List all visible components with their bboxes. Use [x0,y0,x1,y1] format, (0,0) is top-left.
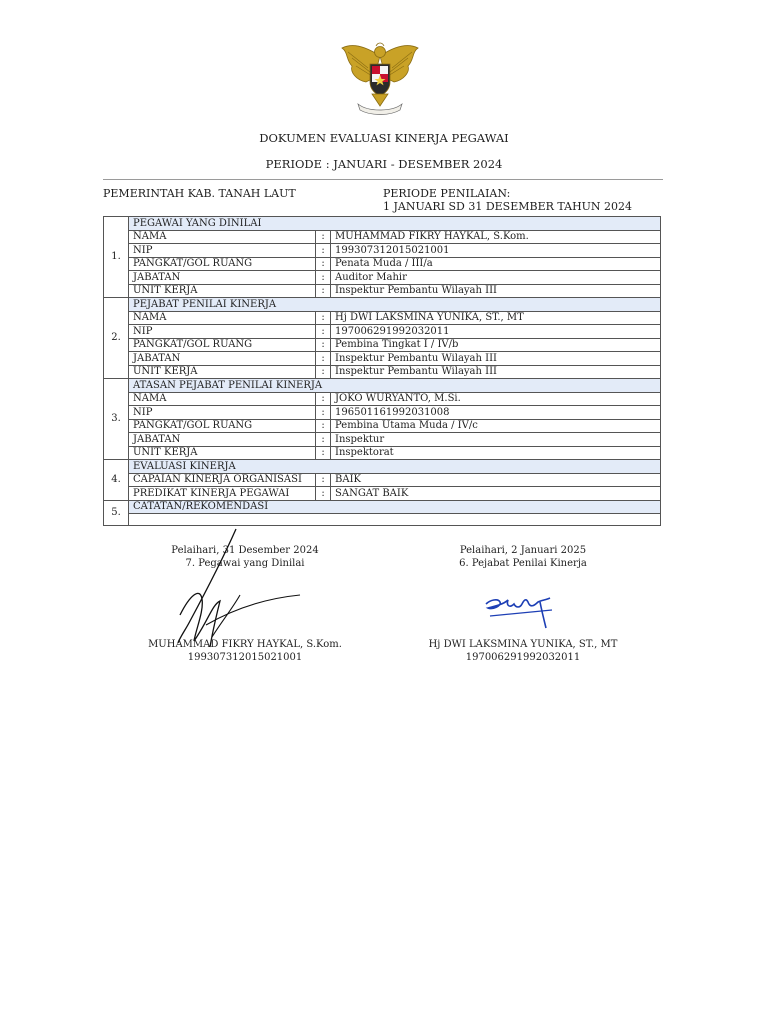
table-row [104,284,661,298]
field-separator: : [316,338,331,352]
table-row [104,406,661,420]
field-label: NAMA [129,392,316,406]
field-separator: : [316,446,331,460]
section-title: PEJABAT PENILAI KINERJA [129,298,661,312]
field-value: 199307312015021001 [331,244,661,258]
field-value: Inspektorat [331,446,661,460]
field-value: Penata Muda / III/a [331,257,661,271]
field-label: NAMA [129,311,316,325]
assessment-period-block [383,187,632,213]
left-signer-block [120,638,370,664]
left-place-date: Pelaihari, 31 Desember 2024 [171,545,319,556]
table-row [104,352,661,366]
field-label: JABATAN [129,352,316,366]
field-label: PANGKAT/GOL RUANG [129,257,316,271]
table-row [104,244,661,258]
field-value: 196501161992031008 [331,406,661,420]
field-label: CAPAIAN KINERJA ORGANISASI [129,473,316,487]
table-row [104,271,661,285]
field-label: PANGKAT/GOL RUANG [129,338,316,352]
field-label: NIP [129,244,316,258]
field-label: PANGKAT/GOL RUANG [129,419,316,433]
field-separator: : [316,352,331,366]
section-title: PEGAWAI YANG DINILAI [129,217,661,231]
table-row [104,325,661,339]
field-label: UNIT KERJA [129,446,316,460]
section-number: 5. [104,500,129,526]
section-header-row [104,500,661,514]
field-separator: : [316,325,331,339]
table-row [104,392,661,406]
field-separator: : [316,473,331,487]
field-value: JOKO WURYANTO, M.Si. [331,392,661,406]
section-header-row [104,217,661,231]
field-label: JABATAN [129,271,316,285]
section-header-row [104,298,661,312]
field-value: Hj DWI LAKSMINA YUNIKA, ST., MT [331,311,661,325]
document-title: DOKUMEN EVALUASI KINERJA PEGAWAI [259,131,509,145]
field-value: Inspektur Pembantu Wilayah III [331,284,661,298]
section-header-row [104,460,661,474]
section-title: ATASAN PEJABAT PENILAI KINERJA [129,379,661,393]
right-signature-header [418,544,628,570]
document-period: PERIODE : JANUARI - DESEMBER 2024 [265,157,503,171]
table-row [104,257,661,271]
table-row [104,446,661,460]
section-number: 1. [104,217,129,298]
field-label: JABATAN [129,433,316,447]
header-divider [103,179,663,180]
left-signer-name: MUHAMMAD FIKRY HAYKAL, S.Kom. [148,639,342,650]
right-handwritten-signature [480,588,560,632]
field-label: NIP [129,325,316,339]
right-signer-nip: 197006291992032011 [465,652,581,663]
table-row [104,311,661,325]
notes-row [104,514,661,526]
field-label: NAMA [129,230,316,244]
field-separator: : [316,284,331,298]
table-row [104,365,661,379]
field-separator: : [316,311,331,325]
field-value: Inspektur [331,433,661,447]
field-separator: : [316,244,331,258]
section-number: 3. [104,379,129,460]
left-signer-role: 7. Pegawai yang Dinilai [185,558,305,569]
field-label: PREDIKAT KINERJA PEGAWAI [129,487,316,501]
section-number: 4. [104,460,129,501]
table-row [104,433,661,447]
field-value: BAIK [331,473,661,487]
table-row [104,338,661,352]
table-row [104,419,661,433]
right-place-date: Pelaihari, 2 Januari 2025 [459,545,587,556]
field-label: NIP [129,406,316,420]
table-row [104,230,661,244]
field-separator: : [316,487,331,501]
table-row [104,487,661,501]
garuda-emblem-icon [338,38,422,118]
field-separator: : [316,257,331,271]
field-value: SANGAT BAIK [331,487,661,501]
field-separator: : [316,433,331,447]
field-value: Auditor Mahir [331,271,661,285]
field-separator: : [316,365,331,379]
field-separator: : [316,419,331,433]
field-separator: : [316,392,331,406]
section-title: EVALUASI KINERJA [129,460,661,474]
section-title: CATATAN/REKOMENDASI [129,500,661,514]
field-separator: : [316,230,331,244]
section-header-row [104,379,661,393]
assessment-period-value: 1 JANUARI SD 31 DESEMBER TAHUN 2024 [383,200,633,213]
field-value: Inspektur Pembantu Wilayah III [331,352,661,366]
assessment-period-label: PERIODE PENILAIAN: [383,187,511,200]
field-value: 197006291992032011 [331,325,661,339]
field-value: Pembina Tingkat I / IV/b [331,338,661,352]
notes-cell [129,514,661,526]
government-name: PEMERINTAH KAB. TANAH LAUT [103,187,296,200]
right-signer-name: Hj DWI LAKSMINA YUNIKA, ST., MT [428,639,618,650]
field-value: Pembina Utama Muda / IV/c [331,419,661,433]
section-number: 2. [104,298,129,379]
field-label: UNIT KERJA [129,365,316,379]
field-value: MUHAMMAD FIKRY HAYKAL, S.Kom. [331,230,661,244]
evaluation-table [103,216,661,526]
field-label: UNIT KERJA [129,284,316,298]
field-value: Inspektur Pembantu Wilayah III [331,365,661,379]
right-signer-block [398,638,648,664]
field-separator: : [316,271,331,285]
table-row [104,473,661,487]
left-signature-header [140,544,350,570]
left-signer-nip: 199307312015021001 [187,652,303,663]
right-signer-role: 6. Pejabat Penilai Kinerja [459,558,587,569]
field-separator: : [316,406,331,420]
